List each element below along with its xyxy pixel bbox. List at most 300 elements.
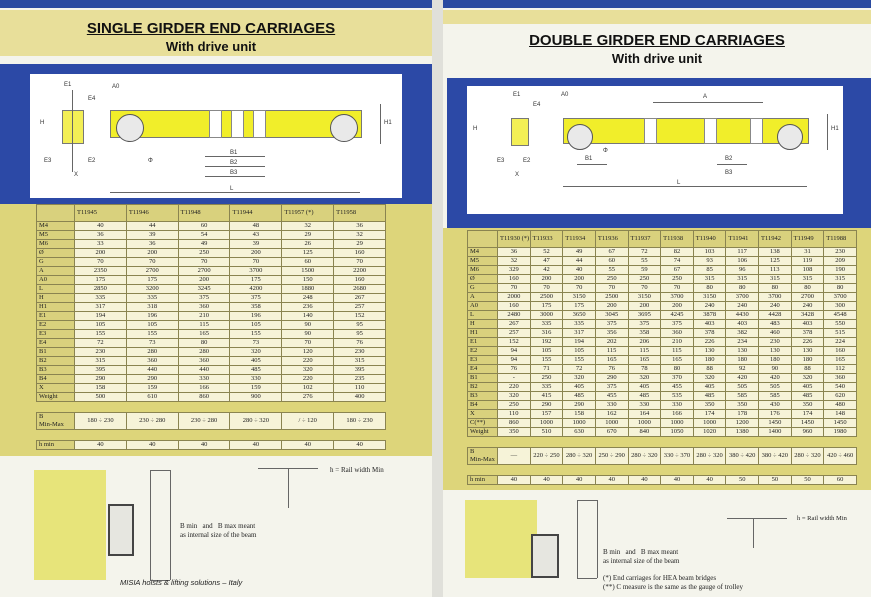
table-cell: 200 <box>178 276 230 285</box>
table-row <box>37 357 386 366</box>
table-cell: 192 <box>530 338 563 347</box>
table-cell: 29 <box>334 240 386 249</box>
table-spacer-row <box>37 430 386 441</box>
table-cell: 102 <box>282 384 334 393</box>
table-cell: 248 <box>282 294 334 303</box>
table-cell: 50 <box>759 476 792 485</box>
table-cell: 230 ÷ 280 <box>126 413 178 430</box>
table-cell: 71 <box>530 365 563 374</box>
table-cell: 860 <box>178 393 230 402</box>
table-cell: 620 <box>824 392 857 401</box>
table-cell: 585 <box>726 392 759 401</box>
table-cell: 70 <box>282 339 334 348</box>
page-title: DOUBLE GIRDER END CARRIAGES <box>529 32 785 49</box>
table-cell: 40 <box>230 441 282 450</box>
table-cell: 162 <box>595 410 628 419</box>
table-cell: 455 <box>661 383 694 392</box>
row-label: A0 <box>468 302 498 311</box>
dim-e2: E2 <box>523 158 531 164</box>
table-cell: 2000 <box>498 293 531 302</box>
table-cell: 485 <box>693 392 726 401</box>
table-cell: 250 <box>661 275 694 284</box>
table-cell: 40 <box>498 476 531 485</box>
wheel-right <box>330 114 358 142</box>
table-row <box>468 284 857 293</box>
table-cell: 224 <box>824 338 857 347</box>
table-cell: 2700 <box>791 293 824 302</box>
table-cell: 240 <box>726 302 759 311</box>
table-cell: 36 <box>498 248 531 257</box>
row-label: Weight <box>37 393 75 402</box>
row-label: B3 <box>37 366 75 375</box>
table-cell: 148 <box>824 410 857 419</box>
table-cell: 1000 <box>661 419 694 428</box>
table-cell: 380 ÷ 420 <box>759 448 792 465</box>
table-row <box>468 365 857 374</box>
table-cell: 210 <box>661 338 694 347</box>
right-page <box>443 0 871 597</box>
table-cell: 50 <box>726 476 759 485</box>
table-cell: 240 <box>791 302 824 311</box>
dim-h: H <box>473 126 478 132</box>
table-cell: 40 <box>75 222 127 231</box>
table-cell: 55 <box>595 266 628 275</box>
table-cell: 505 <box>726 383 759 392</box>
row-label: Weight <box>468 428 498 437</box>
table-cell: 405 <box>791 383 824 392</box>
table-cell: 485 <box>230 366 282 375</box>
table-cell: 3700 <box>726 293 759 302</box>
table-cell: 230 <box>824 248 857 257</box>
table-cell: 113 <box>759 266 792 275</box>
table-cell: 375 <box>595 383 628 392</box>
table-cell: 130 <box>791 347 824 356</box>
column-header: T11948 <box>178 205 230 222</box>
table-cell: 115 <box>628 347 661 356</box>
table-cell: 378 <box>791 329 824 338</box>
dim-l: L <box>230 186 234 192</box>
table-row <box>37 240 386 249</box>
table-cell: 230 <box>334 348 386 357</box>
table-cell: 2500 <box>595 293 628 302</box>
row-label: B1 <box>468 374 498 383</box>
table-cell: 165 <box>595 356 628 365</box>
table-cell: 108 <box>791 266 824 275</box>
table-cell: 40 <box>595 476 628 485</box>
row-label: H <box>37 294 75 303</box>
table-row <box>468 410 857 419</box>
wheel-right <box>777 124 803 150</box>
table-cell: 52 <box>530 248 563 257</box>
table-cell: 190 <box>824 266 857 275</box>
column-header: T11941 <box>726 231 759 248</box>
table-cell: 94 <box>498 356 531 365</box>
table-cell: 1450 <box>759 419 792 428</box>
table-cell: 1000 <box>563 419 596 428</box>
technical-drawing <box>30 74 402 198</box>
table-cell: 320 <box>230 348 282 357</box>
table-cell: 174 <box>791 410 824 419</box>
row-label: E2 <box>37 321 75 330</box>
table-cell: 176 <box>759 410 792 419</box>
row-label-b <box>37 413 75 430</box>
hmin-row <box>37 441 386 450</box>
book-gutter <box>432 0 443 597</box>
table-cell: 110 <box>334 384 386 393</box>
top-blue-bar <box>443 0 871 8</box>
table-cell: 160 <box>498 302 531 311</box>
table-cell: 405 <box>230 357 282 366</box>
table-cell: 210 <box>178 312 230 321</box>
row-label: M6 <box>37 240 75 249</box>
table-cell: 206 <box>628 338 661 347</box>
dim-phi: Φ <box>148 158 153 164</box>
row-label: A0 <box>37 276 75 285</box>
table-cell: 125 <box>759 257 792 266</box>
table-row <box>37 393 386 402</box>
company-footer: MISIA hoists & lifting solutions – Italy <box>120 578 243 587</box>
table-cell: 403 <box>693 320 726 329</box>
dim-b2: B2 <box>230 160 238 166</box>
table-cell: 236 <box>282 303 334 312</box>
table-cell: 40 <box>563 266 596 275</box>
table-cell: - <box>498 374 531 383</box>
table-cell: 44 <box>563 257 596 266</box>
table-cell: 360 <box>661 329 694 338</box>
table-cell: 115 <box>178 321 230 330</box>
table-cell: 485 <box>563 392 596 401</box>
table-cell: 360 <box>126 357 178 366</box>
table-cell: 70 <box>595 284 628 293</box>
table-row <box>468 275 857 284</box>
dim-x: X <box>515 172 520 178</box>
table-cell: 2700 <box>126 267 178 276</box>
table-row <box>468 293 857 302</box>
table-cell: 194 <box>75 312 127 321</box>
wheel-left <box>116 114 144 142</box>
table-cell: 267 <box>334 294 386 303</box>
table-cell: 230 <box>75 348 127 357</box>
column-header: T11945 <box>75 205 127 222</box>
table-cell: 105 <box>230 321 282 330</box>
table-cell: 670 <box>595 428 628 437</box>
table-spacer-row <box>468 465 857 476</box>
table-cell: 3700 <box>230 267 282 276</box>
table-cell: 70 <box>530 284 563 293</box>
table-cell: 280 ÷ 320 <box>230 413 282 430</box>
table-cell: 160 <box>824 347 857 356</box>
table-cell: 155 <box>230 330 282 339</box>
table-cell: 1000 <box>693 419 726 428</box>
beam-note: B min and B max meant as internal size of the beam <box>603 548 680 565</box>
table-cell: / ÷ 120 <box>282 413 334 430</box>
table-cell: 43 <box>230 231 282 240</box>
table-row <box>37 303 386 312</box>
table-cell: 3245 <box>178 285 230 294</box>
rail-note: h = Rail width Min <box>797 515 847 522</box>
table-cell: 60 <box>824 476 857 485</box>
row-label: E3 <box>468 356 498 365</box>
table-cell: 74 <box>661 257 694 266</box>
table-cell: 36 <box>334 222 386 231</box>
table-cell: 55 <box>628 257 661 266</box>
row-label: M6 <box>468 266 498 275</box>
table-cell: 2680 <box>334 285 386 294</box>
table-cell: 226 <box>791 338 824 347</box>
table-cell: 3695 <box>628 311 661 320</box>
column-header: T11946 <box>126 205 178 222</box>
table-cell: 320 <box>498 392 531 401</box>
row-label: E1 <box>468 338 498 347</box>
dim-h: H <box>40 120 45 126</box>
table-cell: 80 <box>791 284 824 293</box>
table-cell: 290 <box>75 375 127 384</box>
table-cell: 90 <box>282 321 334 330</box>
row-label: Ø <box>468 275 498 284</box>
table-row <box>468 383 857 392</box>
row-label: M5 <box>37 231 75 240</box>
b-minmax-row <box>37 413 386 430</box>
table-cell: 1020 <box>693 428 726 437</box>
end-carriage-figure <box>563 118 809 144</box>
table-cell: 180 <box>759 356 792 365</box>
column-header: T11942 <box>759 231 792 248</box>
column-header: T11957 (*) <box>282 205 334 222</box>
table-cell: 32 <box>498 257 531 266</box>
dim-h1: H1 <box>831 126 839 132</box>
table-cell: 73 <box>126 339 178 348</box>
table-cell: 130 <box>759 347 792 356</box>
table-cell: 315 <box>759 275 792 284</box>
table-cell: 175 <box>530 302 563 311</box>
row-label: B4 <box>37 375 75 384</box>
beam-figure <box>465 500 537 578</box>
table-row <box>37 366 386 375</box>
table-cell: 93 <box>693 257 726 266</box>
table-cell: 175 <box>75 276 127 285</box>
spec-table-double <box>467 230 857 485</box>
b-minmax-row <box>468 448 857 465</box>
table-cell: 315 <box>75 357 127 366</box>
table-cell: 220 <box>282 357 334 366</box>
dim-e4: E4 <box>88 96 96 102</box>
table-cell: 158 <box>75 384 127 393</box>
table-cell: 4428 <box>759 311 792 320</box>
table-cell: 59 <box>628 266 661 275</box>
table-cell: 280 ÷ 320 <box>628 448 661 465</box>
top-yellow-strip <box>443 10 871 24</box>
table-cell: 358 <box>628 329 661 338</box>
table-cell: 105 <box>75 321 127 330</box>
table-row <box>468 302 857 311</box>
table-cell: 3878 <box>693 311 726 320</box>
table-cell: 3700 <box>661 293 694 302</box>
table-cell: 280 <box>126 348 178 357</box>
table-cell: 1000 <box>595 419 628 428</box>
table-cell: 1050 <box>661 428 694 437</box>
dim-b3: B3 <box>725 170 733 176</box>
table-cell: 158 <box>563 410 596 419</box>
table-cell: 540 <box>824 383 857 392</box>
dim-a0: A0 <box>112 84 120 90</box>
table-cell: 40 <box>693 476 726 485</box>
table-cell: 405 <box>693 383 726 392</box>
table-cell: 3150 <box>628 293 661 302</box>
table-cell: 40 <box>628 476 661 485</box>
table-cell: 180 <box>791 356 824 365</box>
table-cell: 382 <box>726 329 759 338</box>
table-cell: 220 <box>498 383 531 392</box>
table-row <box>37 330 386 339</box>
table-cell: 330 <box>595 401 628 410</box>
table-cell: 290 <box>530 401 563 410</box>
table-cell: 505 <box>759 383 792 392</box>
row-label: h min <box>37 441 75 450</box>
table-cell: 280 <box>178 348 230 357</box>
table-cell: 180 <box>693 356 726 365</box>
table-cell: 39 <box>126 231 178 240</box>
table-cell: 550 <box>824 320 857 329</box>
row-label: M4 <box>37 222 75 231</box>
row-label: A <box>37 267 75 276</box>
table-cell: 200 <box>628 302 661 311</box>
table-cell: 317 <box>563 329 596 338</box>
table-cell: 82 <box>661 248 694 257</box>
table-cell: 70 <box>178 258 230 267</box>
table-row <box>37 339 386 348</box>
table-cell: 80 <box>693 284 726 293</box>
table-cell: 180 ÷ 230 <box>334 413 386 430</box>
table-cell: 4430 <box>726 311 759 320</box>
row-label: L <box>468 311 498 320</box>
column-header: T11936 <box>595 231 628 248</box>
table-cell: 4245 <box>661 311 694 320</box>
table-cell: 485 <box>628 392 661 401</box>
table-cell: 585 <box>759 392 792 401</box>
table-cell: 360 <box>178 303 230 312</box>
table-cell: 315 <box>334 357 386 366</box>
table-cell: 70 <box>498 284 531 293</box>
table-cell: 317 <box>75 303 127 312</box>
table-cell: 44 <box>126 222 178 231</box>
rail-note: h = Rail width Min <box>330 466 384 474</box>
table-cell: 250 <box>628 275 661 284</box>
table-cell: 375 <box>595 320 628 329</box>
table-cell: 40 <box>178 441 230 450</box>
row-label: H1 <box>37 303 75 312</box>
table-cell: 350 <box>791 401 824 410</box>
table-cell: 125 <box>282 249 334 258</box>
b-label: B <box>39 413 44 420</box>
table-cell: 350 <box>498 428 531 437</box>
table-cell: 95 <box>334 321 386 330</box>
table-cell: 165 <box>178 330 230 339</box>
table-cell: 85 <box>693 266 726 275</box>
table-cell: 1500 <box>282 267 334 276</box>
table-row <box>37 294 386 303</box>
table-cell: 60 <box>178 222 230 231</box>
column-header: T11944 <box>230 205 282 222</box>
table-cell: 200 <box>661 302 694 311</box>
table-row <box>468 257 857 266</box>
row-label: E4 <box>37 339 75 348</box>
carriage-section-figure <box>531 534 559 578</box>
table-cell: 1450 <box>824 419 857 428</box>
row-label: H1 <box>468 329 498 338</box>
table-cell: 1000 <box>530 419 563 428</box>
row-label: B4 <box>468 401 498 410</box>
table-cell: 80 <box>178 339 230 348</box>
table-cell: 88 <box>693 365 726 374</box>
table-row <box>468 419 857 428</box>
table-cell: 160 <box>334 249 386 258</box>
row-label: B2 <box>37 357 75 366</box>
table-cell: 320 <box>628 374 661 383</box>
table-cell: 105 <box>126 321 178 330</box>
table-cell: 200 <box>563 275 596 284</box>
table-cell: 1450 <box>791 419 824 428</box>
table-cell: 335 <box>530 320 563 329</box>
dim-b1: B1 <box>585 156 593 162</box>
table-cell: 2480 <box>498 311 531 320</box>
table-cell: 2850 <box>75 285 127 294</box>
table-cell: 335 <box>126 294 178 303</box>
page-title: SINGLE GIRDER END CARRIAGES <box>86 20 336 37</box>
table-cell: 3700 <box>824 293 857 302</box>
row-label: X <box>37 384 75 393</box>
table-cell: 230 <box>759 338 792 347</box>
table-cell: 70 <box>628 284 661 293</box>
table-cell: 1200 <box>726 419 759 428</box>
table-cell: 375 <box>178 294 230 303</box>
table-cell: 140 <box>282 312 334 321</box>
table-cell: 1400 <box>759 428 792 437</box>
spacer-cell <box>468 437 857 448</box>
b-label: B <box>470 448 475 455</box>
table-cell: 76 <box>334 339 386 348</box>
table-cell: 290 <box>126 375 178 384</box>
table-cell: 395 <box>334 366 386 375</box>
table-row <box>468 347 857 356</box>
table-cell: 54 <box>178 231 230 240</box>
table-cell: 350 <box>726 401 759 410</box>
table-cell: 1380 <box>726 428 759 437</box>
table-row <box>37 348 386 357</box>
table-cell: 40 <box>563 476 596 485</box>
note-hea: (*) End carriages for HEA beam bridges <box>603 574 717 582</box>
table-cell: 96 <box>726 266 759 275</box>
table-row <box>468 248 857 257</box>
table-row <box>468 320 857 329</box>
table-spacer-row <box>468 437 857 448</box>
table-cell: 330 <box>661 401 694 410</box>
row-label: E1 <box>37 312 75 321</box>
table-row <box>468 356 857 365</box>
table-cell: 200 <box>75 249 127 258</box>
table-cell: 900 <box>230 393 282 402</box>
drive-unit-figure <box>511 118 529 146</box>
column-header: T11930 (*) <box>498 231 531 248</box>
table-cell: 80 <box>661 365 694 374</box>
table-cell: 267 <box>498 320 531 329</box>
table-spacer-row <box>37 402 386 413</box>
table-cell: 209 <box>824 257 857 266</box>
table-cell: 130 <box>726 347 759 356</box>
row-label: E3 <box>37 330 75 339</box>
row-label: G <box>37 258 75 267</box>
table-cell: 40 <box>282 441 334 450</box>
table-cell: 175 <box>126 276 178 285</box>
